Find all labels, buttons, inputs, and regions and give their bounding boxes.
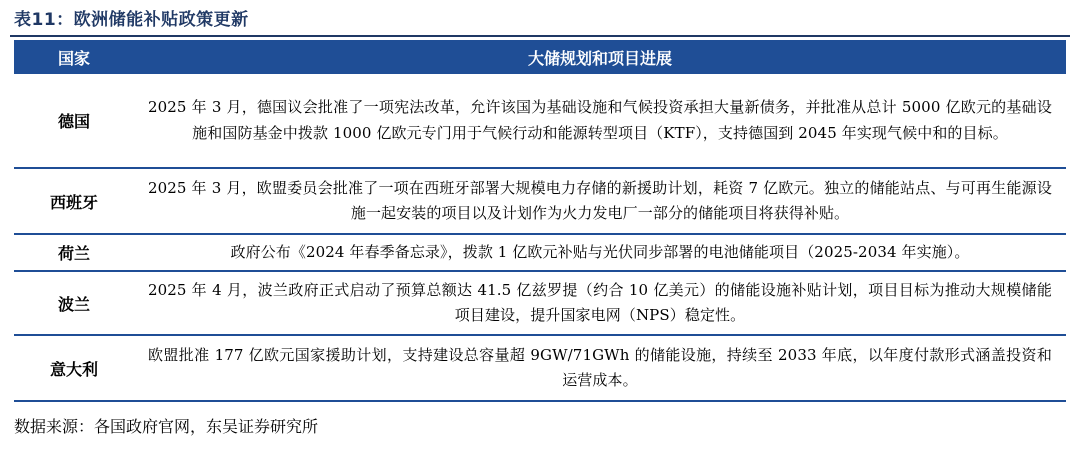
table-title: 表11：欧洲储能补贴政策更新 (14, 10, 249, 30)
country-cell: 西班牙 (14, 168, 134, 234)
detail-cell: 政府公布《2024 年春季备忘录》，拨款 1 亿欧元补贴与光伏同步部署的电池储能项目（2025-2034 年实施）。 (134, 234, 1066, 271)
detail-cell: 欧盟批准 177 亿欧元国家援助计划，支持建设总容量超 9GW/71GWh 的储能设施，持续至 2033 年底，以年度付款形式涵盖投资和运营成本。 (134, 335, 1066, 401)
detail-cell: 2025 年 4 月，波兰政府正式启动了预算总额达 41.5 亿兹罗提（约合 10 亿美元）的储能设施补贴计划，项目目标为推动大规模储能项目建设，提升国家电网（NPS）稳定性。 (134, 271, 1066, 335)
country-cell: 波兰 (14, 271, 134, 335)
title-divider (10, 35, 1070, 37)
table-row (14, 234, 1066, 271)
table-row (14, 271, 1066, 335)
country-cell: 荷兰 (14, 234, 134, 271)
detail-cell: 2025 年 3 月，欧盟委员会批准了一项在西班牙部署大规模电力存储的新援助计划，耗资 7 亿欧元。独立的储能站点、与可再生能源设施一起安装的项目以及计划作为火力发电厂一部分的储能项目将获得补贴。 (134, 168, 1066, 234)
table-header-row (14, 40, 1066, 74)
table-row (14, 335, 1066, 401)
header-country: 国家 (57, 48, 90, 68)
detail-cell: 2025 年 3 月，德国议会批准了一项宪法改革，允许该国为基础设施和气候投资承担大量新债务，并批准从总计 5000 亿欧元的基础设施和国防基金中拨款 1000 亿欧元专门用于气候行动和能源转型项目（KTF），支持德国到 2045 年实现气候中和的目标。 (134, 74, 1066, 168)
source-note: 数据来源：各国政府官网，东吴证券研究所 (14, 417, 319, 436)
country-cell: 意大利 (14, 335, 134, 401)
header-detail: 大储规划和项目进展 (527, 48, 672, 68)
country-cell: 德国 (14, 74, 134, 168)
table-row (14, 74, 1066, 168)
subsidy-policy-table (14, 40, 1066, 402)
table-row (14, 168, 1066, 234)
